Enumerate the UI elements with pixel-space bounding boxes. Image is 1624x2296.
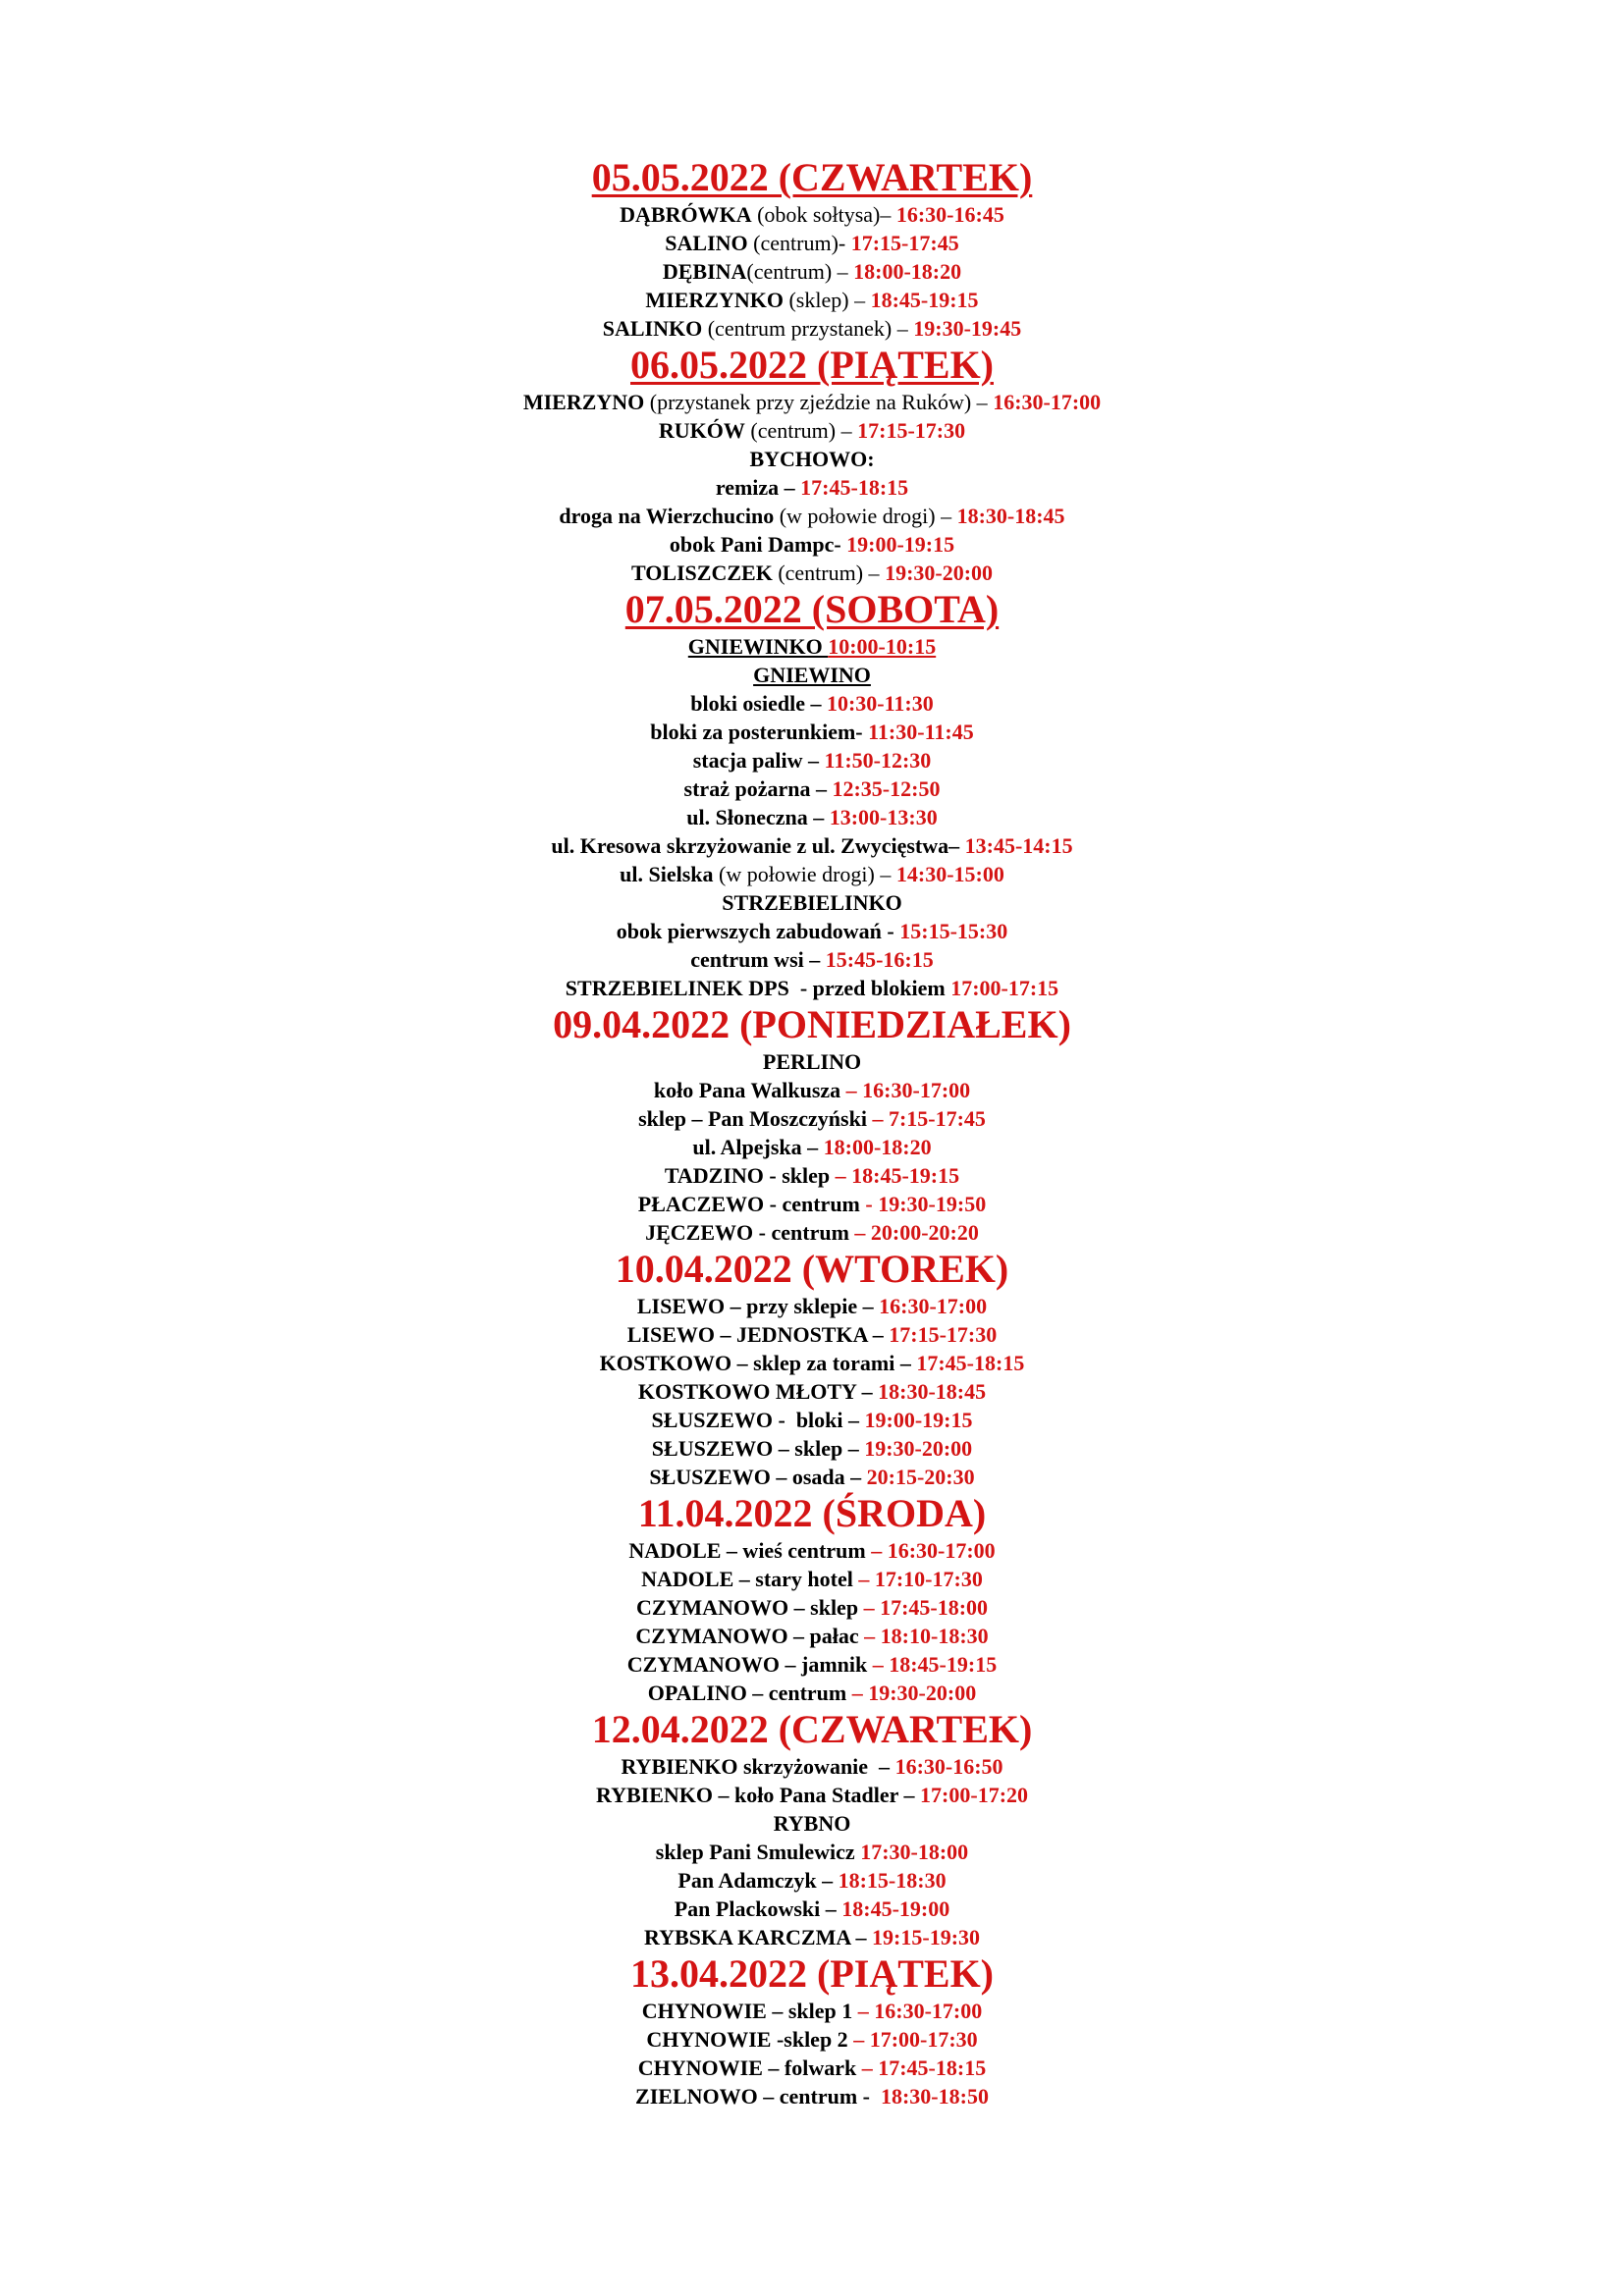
day-heading-text: 12.04.2022 (CZWARTEK): [591, 1707, 1033, 1751]
location-text: CHYNOWIE – folwark: [637, 2056, 857, 2080]
location-text: TADZINO - sklep: [664, 1163, 831, 1188]
time-range: 16:30-16:50: [894, 1754, 1003, 1779]
location-text: SŁUSZEWO – osada –: [649, 1465, 867, 1489]
day-heading-text: 10.04.2022 (WTOREK): [615, 1247, 1009, 1291]
day-heading: [0, 1951, 1624, 1997]
day-heading: [0, 587, 1624, 632]
schedule-entry: [0, 1622, 1624, 1650]
schedule-entry: [0, 1076, 1624, 1104]
time-range: 17:15-17:30: [857, 418, 966, 443]
time-range: 18:00-18:20: [853, 259, 962, 284]
time-range: – 17:45-18:15: [856, 2056, 987, 2080]
schedule-entry: [0, 1997, 1624, 2025]
location-text: SALINKO: [602, 316, 703, 341]
time-range: 10:30-11:30: [826, 691, 934, 716]
schedule-entry: [0, 1650, 1624, 1679]
schedule-entry: [0, 1463, 1624, 1491]
location-text: ul. Alpejska –: [692, 1135, 824, 1159]
location-text: MIERZYNKO: [645, 288, 784, 312]
time-range: 13:00-13:30: [829, 805, 938, 829]
location-text: (centrum przystanek) –: [702, 316, 914, 341]
time-range: – 17:00-17:30: [847, 2027, 978, 2052]
schedule-entry: [0, 2082, 1624, 2110]
location-text: bloki osiedle –: [690, 691, 827, 716]
location-text: PERLINO: [762, 1049, 862, 1074]
location-text: ZIELNOWO – centrum -: [635, 2084, 881, 2109]
time-range: 13:45-14:15: [964, 833, 1073, 858]
time-range: – 19:30-20:00: [846, 1681, 977, 1705]
location-text: centrum wsi –: [690, 947, 826, 972]
location-text: BYCHOWO:: [749, 447, 875, 471]
location-text: obok Pani Dampc-: [669, 532, 847, 557]
schedule-entry: [0, 661, 1624, 689]
time-range: 19:30-19:45: [913, 316, 1022, 341]
location-text: RYBIENKO: [621, 1754, 738, 1779]
location-text: RUKÓW: [658, 418, 745, 443]
schedule-entry: [0, 917, 1624, 945]
location-text: straż pożarna –: [683, 776, 833, 801]
time-range: 18:30-18:45: [956, 504, 1065, 528]
location-text: MIERZYNO: [522, 390, 645, 414]
location-text: LISEWO – przy sklepie –: [636, 1294, 880, 1318]
location-text: KOSTKOWO – sklep za torami –: [599, 1351, 917, 1375]
location-text: Pan Plackowski –: [674, 1896, 842, 1921]
schedule-entry: [0, 860, 1624, 888]
time-range: 18:15-18:30: [838, 1868, 947, 1893]
time-range: 17:00-17:15: [950, 976, 1059, 1000]
day-heading-text: 13.04.2022 (PIĄTEK): [630, 1951, 994, 1996]
schedule-entry: [0, 1809, 1624, 1838]
schedule-entry: [0, 1752, 1624, 1781]
schedule-entry: [0, 314, 1624, 343]
time-range: 18:30-18:45: [878, 1379, 987, 1404]
schedule-entry: [0, 974, 1624, 1002]
schedule-entry: [0, 388, 1624, 416]
schedule-entry: [0, 803, 1624, 831]
time-range: 19:00-19:15: [846, 532, 955, 557]
location-text: (w połowie drogi) –: [774, 504, 957, 528]
location-text: (centrum) –: [744, 418, 858, 443]
schedule-entry: [0, 831, 1624, 860]
schedule-entry: [0, 200, 1624, 229]
time-range: 16:30-17:00: [879, 1294, 988, 1318]
time-range: 17:15-17:45: [850, 231, 959, 255]
schedule-entry: [0, 416, 1624, 445]
day-heading: [0, 1002, 1624, 1047]
location-text: DĄBRÓWKA: [620, 202, 752, 227]
location-text: stacja paliw –: [692, 748, 825, 773]
time-range: 17:15-17:30: [889, 1322, 998, 1347]
day-heading-text: 11.04.2022 (ŚRODA): [637, 1491, 987, 1535]
day-heading-text: 06.05.2022 (PIĄTEK): [630, 343, 994, 387]
schedule-entry: [0, 1593, 1624, 1622]
day-heading: [0, 1491, 1624, 1536]
time-range: – 16:30-17:00: [865, 1538, 996, 1563]
location-text: (centrum) –: [772, 561, 886, 585]
day-heading: [0, 343, 1624, 388]
schedule-entry: [0, 945, 1624, 974]
day-heading-text: 09.04.2022 (PONIEDZIAŁEK): [553, 1002, 1071, 1046]
location-text: GNIEWINKO: [687, 634, 829, 659]
schedule-entry: [0, 2054, 1624, 2082]
time-range: 17:45-18:15: [916, 1351, 1025, 1375]
schedule-entry: [0, 2025, 1624, 2054]
location-text: STRZEBIELINKO: [722, 890, 902, 915]
time-range: – 17:45-18:00: [858, 1595, 989, 1620]
location-text: koło Pana Walkusza: [653, 1078, 841, 1102]
time-range: 11:30-11:45: [868, 720, 974, 744]
location-text: droga na Wierzchucino: [559, 504, 775, 528]
schedule-entry: [0, 746, 1624, 774]
location-text: (obok sołtysa)–: [751, 202, 896, 227]
location-text: sklep – Pan Moszczyński: [638, 1106, 867, 1131]
location-text: sklep Pani Smulewicz: [655, 1840, 861, 1864]
schedule-entry: [0, 774, 1624, 803]
location-text: PŁACZEWO - centrum: [637, 1192, 860, 1216]
schedule-entry: [0, 229, 1624, 257]
time-range: – 20:00-20:20: [848, 1220, 979, 1245]
location-text: NADOLE – wieś centrum: [628, 1538, 866, 1563]
location-text: CZYMANOWO – sklep: [635, 1595, 859, 1620]
location-text: SŁUSZEWO - bloki –: [651, 1408, 865, 1432]
time-range: – 18:45-19:15: [867, 1652, 998, 1677]
schedule-entry: [0, 1349, 1624, 1377]
time-range: – 17:10-17:30: [852, 1567, 983, 1591]
location-text: KOSTKOWO MŁOTY –: [637, 1379, 879, 1404]
location-text: LISEWO – JEDNOSTKA –: [626, 1322, 890, 1347]
location-text: remiza –: [715, 475, 801, 500]
time-range: 18:00-18:20: [823, 1135, 932, 1159]
schedule-entry: [0, 1047, 1624, 1076]
time-range: 19:00-19:15: [864, 1408, 973, 1432]
location-text: Pan Adamczyk –: [677, 1868, 839, 1893]
schedule-entry: [0, 1565, 1624, 1593]
schedule-entry: [0, 286, 1624, 314]
schedule-entry: [0, 1866, 1624, 1895]
time-range: 20:15-20:30: [866, 1465, 975, 1489]
day-heading-text: 07.05.2022 (SOBOTA): [624, 587, 1000, 631]
day-heading: [0, 1247, 1624, 1292]
time-range: 15:45-16:15: [825, 947, 934, 972]
time-range: – 16:30-17:00: [852, 1999, 983, 2023]
location-text: (w połowie drogi) –: [713, 862, 896, 886]
location-text: ul. Kresowa skrzyżowanie z ul. Zwycięstwa–: [551, 833, 965, 858]
time-range: – 18:10-18:30: [858, 1624, 989, 1648]
schedule-entry: [0, 1161, 1624, 1190]
schedule-entry: [0, 502, 1624, 530]
location-text: CZYMANOWO – jamnik: [626, 1652, 868, 1677]
time-range: 17:00-17:20: [920, 1783, 1029, 1807]
location-text: (centrum)-: [747, 231, 851, 255]
time-range: 11:50-12:30: [824, 748, 932, 773]
schedule-entry: [0, 1781, 1624, 1809]
time-range: – 16:30-17:00: [840, 1078, 971, 1102]
schedule-entry: [0, 1923, 1624, 1951]
time-range: 15:15-15:30: [899, 919, 1008, 943]
location-text: SŁUSZEWO – sklep –: [651, 1436, 865, 1461]
location-text: DĘBINA: [662, 259, 747, 284]
schedule-entry: [0, 445, 1624, 473]
location-text: RYBIENKO – koło Pana Stadler –: [595, 1783, 921, 1807]
schedule-entry: [0, 632, 1624, 661]
time-range: 16:30-16:45: [895, 202, 1004, 227]
time-range: - 19:30-19:50: [859, 1192, 987, 1216]
location-text: obok pierwszych zabudowań -: [616, 919, 900, 943]
time-range: 19:15-19:30: [872, 1925, 981, 1949]
schedule-entry: [0, 718, 1624, 746]
location-text: NADOLE – stary hotel: [641, 1567, 853, 1591]
schedule-entry: [0, 473, 1624, 502]
location-text: ul. Sielska: [620, 862, 714, 886]
location-text: skrzyżowanie –: [737, 1754, 895, 1779]
location-text: bloki za posterunkiem-: [650, 720, 869, 744]
schedule-entry: [0, 1218, 1624, 1247]
day-heading: [0, 1707, 1624, 1752]
schedule-entry: [0, 1895, 1624, 1923]
location-text: CZYMANOWO – pałac: [635, 1624, 859, 1648]
time-range: – 7:15-17:45: [866, 1106, 986, 1131]
location-text: (centrum) –: [746, 259, 854, 284]
location-text: CHYNOWIE – sklep 1: [641, 1999, 853, 2023]
schedule-entry: [0, 1377, 1624, 1406]
schedule-entry: [0, 1190, 1624, 1218]
time-range: 17:30-18:00: [860, 1840, 969, 1864]
location-text: CHYNOWIE -sklep 2: [646, 2027, 848, 2052]
schedule-entry: [0, 1320, 1624, 1349]
schedule-entry: [0, 559, 1624, 587]
time-range: 19:30-20:00: [885, 561, 994, 585]
location-text: RYBNO: [773, 1811, 851, 1836]
time-range: 14:30-15:00: [895, 862, 1004, 886]
location-text: JĘCZEWO - centrum: [645, 1220, 849, 1245]
time-range: 18:30-18:50: [880, 2084, 989, 2109]
location-text: OPALINO – centrum: [647, 1681, 847, 1705]
location-text: RYBSKA KARCZMA –: [643, 1925, 873, 1949]
schedule-entry: [0, 257, 1624, 286]
schedule-entry: [0, 689, 1624, 718]
time-range: 17:45-18:15: [800, 475, 909, 500]
day-heading-text: 05.05.2022 (CZWARTEK): [591, 155, 1033, 199]
schedule-entry: [0, 1104, 1624, 1133]
schedule-entry: [0, 1679, 1624, 1707]
location-text: GNIEWINO: [753, 663, 871, 687]
schedule-entry: [0, 1838, 1624, 1866]
location-text: ul. Słoneczna –: [686, 805, 830, 829]
time-range: 10:00-10:15: [828, 634, 937, 659]
schedule-entry: [0, 1133, 1624, 1161]
schedule-entry: [0, 1434, 1624, 1463]
time-range: – 18:45-19:15: [830, 1163, 960, 1188]
schedule: [0, 155, 1624, 2110]
location-text: (przystanek przy zjeździe na Ruków) –: [644, 390, 994, 414]
day-heading: [0, 155, 1624, 200]
schedule-entry: [0, 1536, 1624, 1565]
location-text: TOLISZCZEK: [630, 561, 773, 585]
location-text: STRZEBIELINEK DPS - przed blokiem: [565, 976, 951, 1000]
schedule-entry: [0, 1292, 1624, 1320]
schedule-entry: [0, 530, 1624, 559]
schedule-entry: [0, 1406, 1624, 1434]
schedule-entry: [0, 888, 1624, 917]
time-range: 18:45-19:00: [841, 1896, 950, 1921]
location-text: (sklep) –: [783, 288, 871, 312]
time-range: 19:30-20:00: [864, 1436, 973, 1461]
time-range: 16:30-17:00: [993, 390, 1102, 414]
time-range: 18:45-19:15: [870, 288, 979, 312]
location-text: SALINO: [665, 231, 748, 255]
time-range: 12:35-12:50: [832, 776, 941, 801]
